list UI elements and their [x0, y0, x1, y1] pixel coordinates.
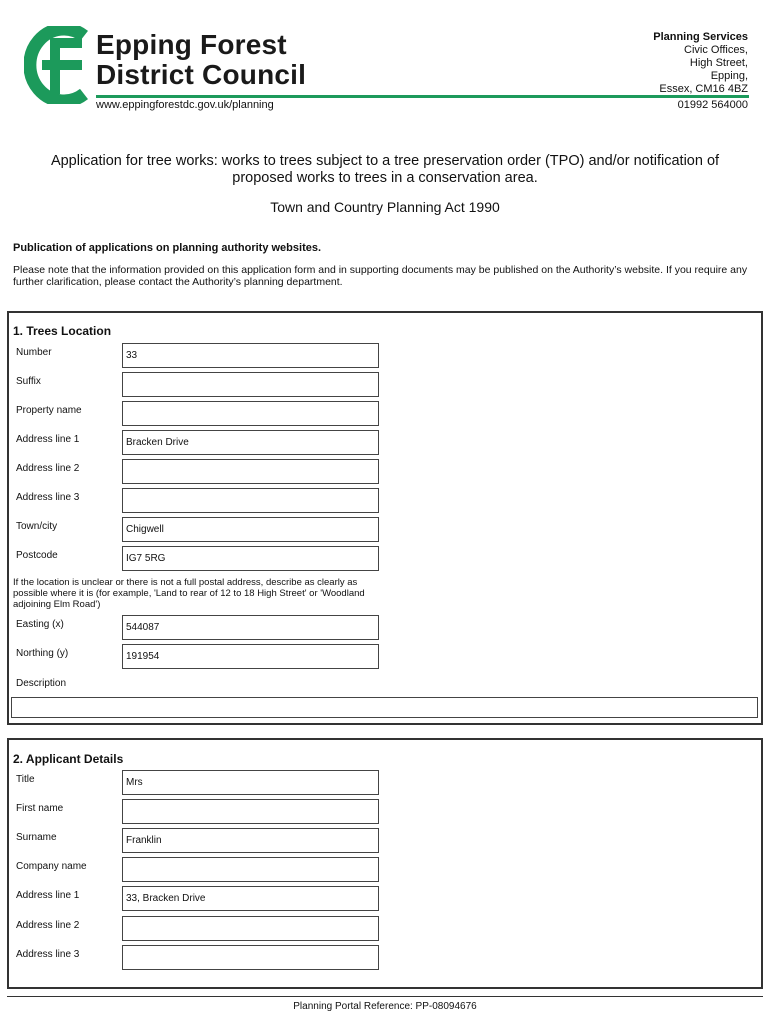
field-label: Address line 2 — [16, 920, 80, 931]
address-block — [653, 31, 748, 96]
field-label: First name — [16, 803, 64, 814]
field-label: Suffix — [16, 376, 41, 387]
field-label: Company name — [16, 861, 87, 872]
northing-field[interactable]: 191954 — [122, 644, 379, 669]
address-line3-field[interactable] — [122, 488, 379, 513]
act-title: Town and Country Planning Act 1990 — [270, 199, 500, 215]
header-divider — [96, 95, 749, 98]
applicant-address-line2-field[interactable] — [122, 916, 379, 941]
postcode-field[interactable]: IG7 5RG — [122, 546, 379, 571]
section-title: 2. Applicant Details — [13, 752, 124, 766]
department-name: Planning Services — [653, 31, 748, 43]
applicant-address-line1-field[interactable]: 33, Bracken Drive — [122, 886, 379, 911]
field-label: Title — [16, 774, 35, 785]
description-field[interactable] — [11, 697, 758, 718]
footer-divider — [7, 996, 763, 997]
section-applicant-details — [7, 738, 763, 989]
address-line: Essex, CM16 4BZ — [659, 83, 748, 95]
field-label: Address line 1 — [16, 890, 80, 901]
property-name-field[interactable] — [122, 401, 379, 426]
phone-number: 01992 564000 — [677, 99, 748, 111]
location-note: If the location is unclear or there is not a full postal address, describe as clearly as possible where it is (for example, 'Land to rear of 12 to 18 High Street' or 'Woodland adjoining Elm Road') — [13, 577, 365, 610]
field-label: Easting (x) — [16, 619, 64, 630]
council-name-line1: Epping Forest — [96, 29, 287, 60]
address-line1-field[interactable]: Bracken Drive — [122, 430, 379, 455]
field-label: Northing (y) — [16, 648, 69, 659]
address-line: Epping, — [710, 70, 748, 82]
suffix-field[interactable] — [122, 372, 379, 397]
publication-heading: Publication of applications on planning authority websites. — [13, 242, 322, 254]
company-name-field[interactable] — [122, 857, 379, 882]
first-name-field[interactable] — [122, 799, 379, 824]
council-name — [96, 30, 306, 90]
field-label: Property name — [16, 405, 82, 416]
number-field[interactable]: 33 — [122, 343, 379, 368]
address-line: High Street, — [689, 57, 748, 69]
applicant-address-line3-field[interactable] — [122, 945, 379, 970]
field-label: Town/city — [16, 521, 58, 532]
field-label: Postcode — [16, 550, 58, 561]
field-label: Address line 3 — [16, 492, 80, 503]
council-logo — [24, 26, 92, 104]
portal-reference: Planning Portal Reference: PP-08094676 — [293, 1001, 477, 1012]
field-label: Surname — [16, 832, 57, 843]
website-link[interactable]: www.eppingforestdc.gov.uk/planning — [96, 99, 274, 111]
title-field[interactable]: Mrs — [122, 770, 379, 795]
publication-text: Please note that the information provided on this application form and in supporting documents may be published on the Authority’s website. If you require any further clarification, please contact the Authority’s planning department. — [13, 264, 748, 288]
section-trees-location — [7, 311, 763, 725]
address-line: Civic Offices, — [684, 44, 748, 56]
field-label: Address line 1 — [16, 434, 80, 445]
council-name-line2: District Council — [96, 59, 307, 90]
field-label: Description — [16, 678, 67, 689]
form-title: Application for tree works: works to trees subject to a tree preservation order (TPO) and/or notification of proposed works to trees in a conservation area. — [50, 153, 720, 186]
section-title: 1. Trees Location — [13, 324, 112, 338]
field-label: Address line 3 — [16, 949, 80, 960]
town-city-field[interactable]: Chigwell — [122, 517, 379, 542]
surname-field[interactable]: Franklin — [122, 828, 379, 853]
field-label: Address line 2 — [16, 463, 80, 474]
easting-field[interactable]: 544087 — [122, 615, 379, 640]
address-line2-field[interactable] — [122, 459, 379, 484]
field-label: Number — [16, 347, 52, 358]
